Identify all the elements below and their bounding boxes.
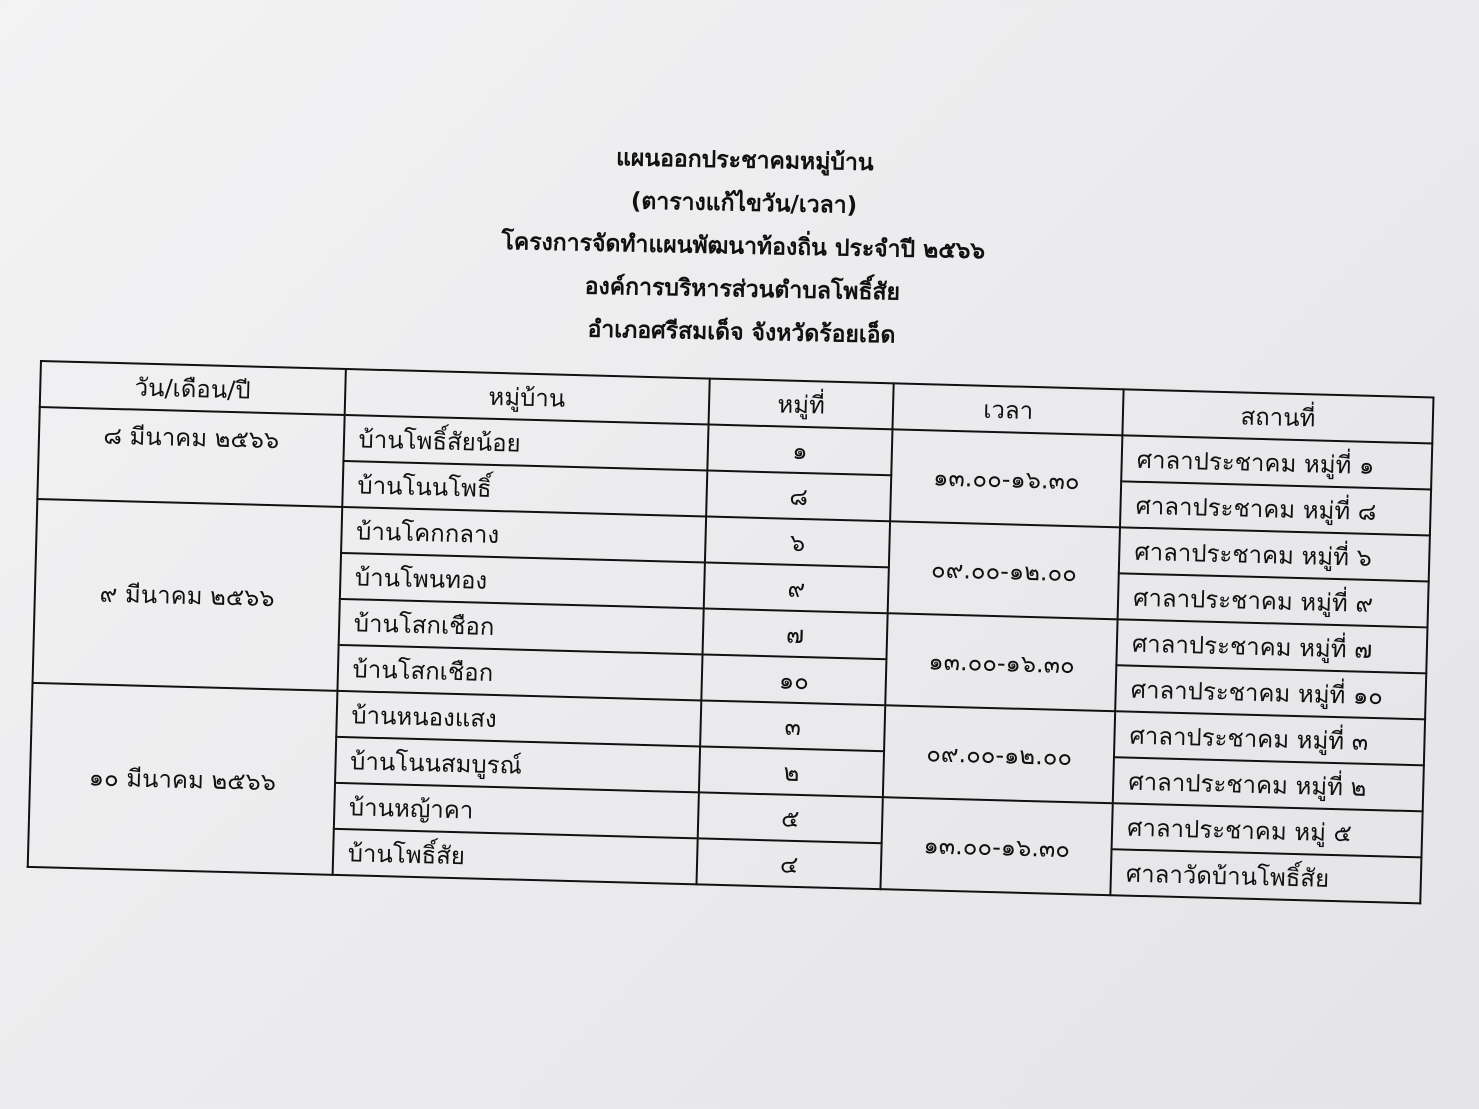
time-cell: ๑๓.๐๐-๑๖.๓๐ [881,797,1113,895]
moo-cell: ๔ [696,838,882,889]
place-cell: ศาลาประชาคม หมู่ที่ ๑๐ [1115,665,1426,719]
title-line-2: (ตารางแก้ไขวัน/เวลา) [630,188,858,219]
village-cell: บ้านหนองแสง [336,691,701,747]
title-line-4: องค์การบริหารส่วนตำบลโพธิ์สัย [584,273,901,306]
moo-cell: ๓ [700,700,886,751]
header-village: หมู่บ้าน [344,369,709,425]
village-cell: บ้านโนนโพธิ์ [342,461,707,517]
place-cell: ศาลาประชาคม หมู่ที่ ๗ [1116,619,1427,673]
village-cell: บ้านโสกเชือก [338,599,703,655]
moo-cell: ๘ [706,471,892,522]
moo-cell: ๕ [698,792,884,843]
village-cell: บ้านโนนสมบูรณ์ [335,737,700,793]
time-cell: ๐๙.๐๐-๑๒.๐๐ [883,705,1115,803]
moo-cell: ๙ [704,562,890,613]
time-cell: ๐๙.๐๐-๑๒.๐๐ [888,521,1120,619]
place-cell: ศาลาประชาคม หมู่ที่ ๑ [1121,435,1432,489]
title-line-5: อำเภอศรีสมเด็จ จังหวัดร้อยเอ็ด [587,316,896,349]
header-time: เวลา [893,383,1124,435]
village-cell: บ้านโสกเชือก [337,645,702,701]
village-cell: บ้านโพนทอง [339,553,704,609]
date-cell: ๑๐ มีนาคม ๒๕๖๖ [28,683,337,875]
village-cell: บ้านโคกกลาง [341,507,706,563]
schedule-table-wrapper [27,360,1435,904]
village-cell: บ้านโพธิ์สัย [332,829,697,885]
schedule-table [27,360,1435,904]
moo-cell: ๑ [707,425,893,476]
document-title-block [2,125,1479,368]
place-cell: ศาลาวัดบ้านโพธิ์สัย [1110,849,1421,903]
village-cell: บ้านหญ้าคา [333,783,698,839]
date-cell: ๘ มีนาคม ๒๕๖๖ [37,407,344,507]
moo-cell: ๗ [702,608,888,659]
moo-cell: ๖ [705,516,891,567]
header-date: วัน/เดือน/ปี [40,361,346,415]
header-place: สถานที่ [1122,389,1433,443]
moo-cell: ๒ [699,746,885,797]
time-cell: ๑๓.๐๐-๑๖.๓๐ [890,429,1122,527]
place-cell: ศาลาประชาคม หมู่ที่ ๖ [1119,527,1430,581]
village-cell: บ้านโพธิ์สัยน้อย [343,415,708,471]
place-cell: ศาลาประชาคม หมู่ ๕ [1112,803,1423,857]
header-moo: หมู่ที่ [708,379,894,430]
place-cell: ศาลาประชาคม หมู่ที่ ๘ [1120,481,1431,535]
date-cell: ๙ มีนาคม ๒๕๖๖ [33,499,342,691]
title-line-1: แผนออกประชาคมหมู่บ้าน [615,145,874,177]
moo-cell: ๑๐ [701,654,887,705]
time-cell: ๑๓.๐๐-๑๖.๓๐ [886,613,1118,711]
place-cell: ศาลาประชาคม หมู่ที่ ๒ [1113,757,1424,811]
place-cell: ศาลาประชาคม หมู่ที่ ๙ [1118,573,1429,627]
place-cell: ศาลาประชาคม หมู่ที่ ๓ [1114,711,1425,765]
title-line-3: โครงการจัดทำแผนพัฒนาท้องถิ่น ประจำปี ๒๕๖๖ [501,229,986,265]
